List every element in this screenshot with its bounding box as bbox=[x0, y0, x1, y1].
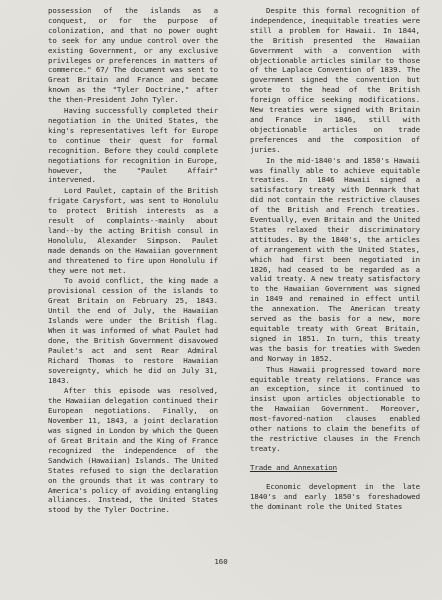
left-paragraph-5: After this episode was resolved, the Hawaiian delegation continued their European negotiations. Finally, on November 11, 1843, a joint declaration was signed in London by which the Queen of Great Britain and the King of France recognized the independence of the Sandwich (Hawaiian) Islands. The United States refused to sign the declaration on the grounds that it was contrary to America's policy of avoiding entangling alliances. Instead, the United States stood by the Tyler Doctrine. bbox=[48, 386, 218, 515]
right-section-paragraph-1: Economic development in the late 1840's and early 1850's foreshadowed the dominant role the United States bbox=[250, 481, 420, 511]
section-heading: Trade and Annexation bbox=[250, 462, 337, 472]
right-paragraph-1: Despite this formal recognition of independence, inequitable treaties were still a problem for Hawaii. In 1844, the British presented the Hawaiian Government with a convention with objectionable articles similar to those of the Laplace Convention of 1839. The government signed the convention but wrote to the head of the British foreign office seeking modifications. New treaties were signed with Britain and France in 1846, still with objectionable articles on trade preferences and the composition of juries. bbox=[250, 6, 420, 154]
page-number: 160 bbox=[214, 557, 228, 566]
right-column bbox=[250, 6, 420, 512]
left-column bbox=[48, 6, 218, 516]
right-paragraph-3: Thus Hawaii progressed toward more equitable treaty relations. France was an exception, since it continued to insist upon articles objectionable to the Hawaiian Government. Moreover, most-favored-nation clauses enabled other nations to claim the benefits of the restrictive clauses in the French treaty. bbox=[250, 364, 420, 453]
left-paragraph-4: To avoid conflict, the king made a provisional cession of the islands to Great Britain on February 25, 1843. Until the end of July, the Hawaiian Islands were under the British flag. When it was informed of what Paulet had done, the British Government disavowed Paulet's act and sent Rear Admiral Richard Thomas to restore Hawaiian sovereignty, which he did on July 31, 1843. bbox=[48, 276, 218, 385]
left-paragraph-1: possession of the islands as a conquest, or for the purpose of colonization, and that no power ought to seek for any undue control over the existing Government, or any exclusive privileges or preferences in matters of commerce." 67/ The document was sent to Great Britain and France and became known as the "Tyler Doctrine," after the then-President John Tyler. bbox=[48, 6, 218, 105]
left-paragraph-3: Lord Paulet, captain of the British frigate Carysfort, was sent to Honolulu to protect British interests as a result of complaints--mainly about land--by the acting British consul in Honolulu, Alexander Simpson. Paulet made demands on the Hawaiian government and threatened to fire upon Honolulu if they were not met. bbox=[48, 186, 218, 275]
left-paragraph-2: Having successfully completed their negotiation in the United States, the king's representatives left for Europe to continue their quest for formal recognition. Before they could complete negotiations for recognition in Europe, however, the "Paulet Affair" intervened. bbox=[48, 106, 218, 185]
right-paragraph-2: In the mid-1840's and 1850's Hawaii was finally able to achieve equitable treaties. In 1846 Hawaii signed a satisfactory treaty with Denmark that did not contain the restrictive clauses of the British and French treaties. Eventually, even Britain and the United States relaxed their discriminatory attitudes. By the 1840's, the articles of arrangement with the United States, which had first been negotiated in 1826, had ceased to be regarded as a valid treaty. A new treaty satisfactory to the Hawaiian Government was signed in 1849 and remained in effect until the annexation. The American treaty served as the basis for a new, more equitable treaty with Great Britain, signed in 1851. In turn, this treaty was the basis for treaties with Sweden and Norway in 1852. bbox=[250, 155, 420, 363]
